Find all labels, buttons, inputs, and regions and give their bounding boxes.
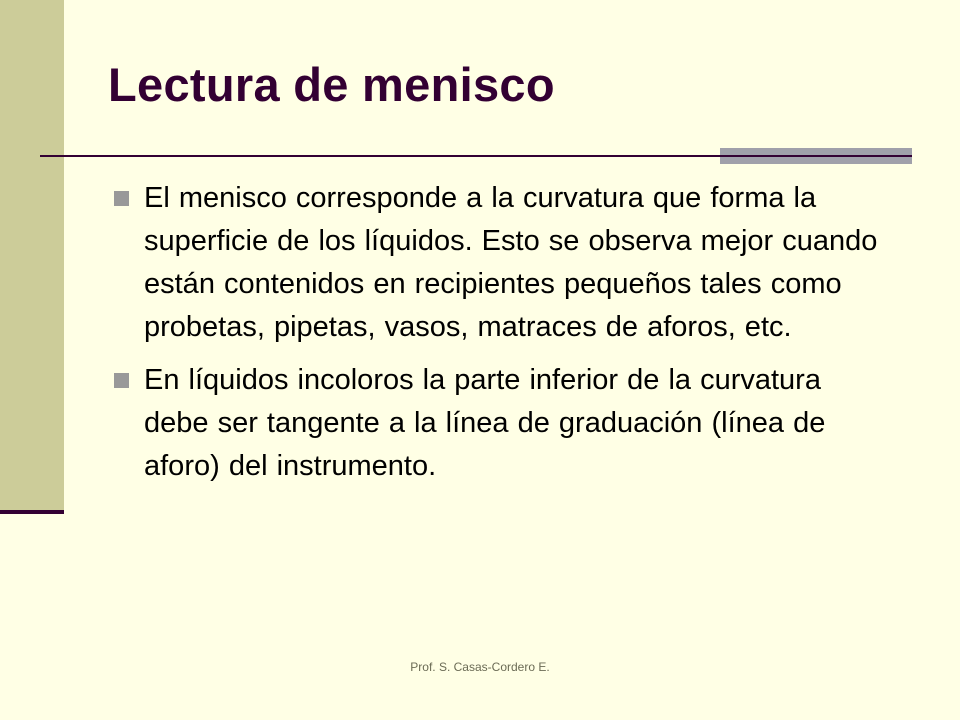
slide-title: Lectura de menisco (108, 58, 555, 111)
bullet-text: En líquidos incoloros la parte inferior de la curvatura debe ser tangente a la línea de graduación (línea de aforo) del instrumento. (144, 364, 826, 482)
square-bullet-icon (114, 373, 129, 388)
bullet-text: El menisco corresponde a la curvatura que forma la superficie de los líquidos. Esto se observa mejor cuando están contenidos en recipientes pequeños tales como probetas, pipetas, vasos, matraces de aforos, etc. (144, 182, 878, 343)
square-bullet-icon (114, 191, 129, 206)
bullet-item (108, 359, 888, 488)
left-band-underline (0, 510, 64, 514)
bullet-item (108, 177, 888, 349)
left-decorative-band (0, 0, 64, 510)
footer-author: Prof. S. Casas-Cordero E. (410, 660, 550, 674)
bullet-list (108, 177, 888, 498)
title-divider-accent-line (720, 155, 912, 157)
